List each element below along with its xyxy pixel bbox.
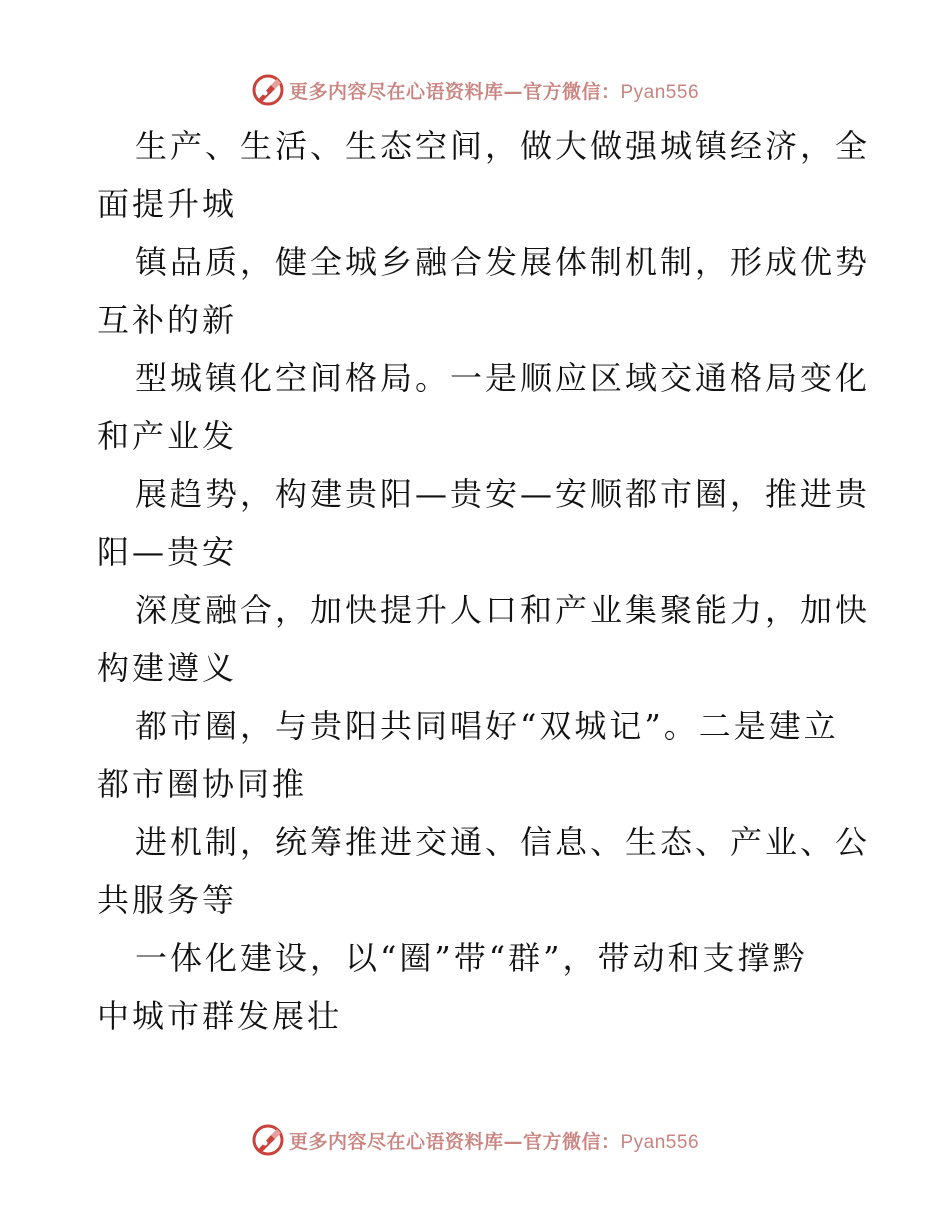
- paragraph: 深度融合，加快提升人口和产业集聚能力，加快 构建遵义: [97, 591, 871, 687]
- pen-logo-icon: [251, 1123, 285, 1157]
- paragraph: 展趋势，构建贵阳—贵安—安顺都市圈，推进贵 阳—贵安: [97, 475, 871, 571]
- paragraph: 一体化建设，以“圈”带“群”，带动和支撑黔 中城市群发展壮: [97, 939, 808, 1035]
- wechat-id: Pyan556: [620, 81, 700, 103]
- footer-banner-text: 更多内容尽在心语资料库—官方微信：Pyan556: [288, 1130, 700, 1153]
- header-banner-text: 更多内容尽在心语资料库—官方微信：Pyan556: [288, 80, 700, 103]
- header-banner: [0, 70, 950, 110]
- paragraph: 都市圈，与贵阳共同唱好“双城记”。二是建立 都市圈协同推: [97, 707, 839, 803]
- paragraph: 型城镇化空间格局。一是顺应区域交通格局变化 和产业发: [97, 359, 871, 455]
- paragraph: 进机制，统筹推进交通、信息、生态、产业、公 共服务等: [97, 823, 871, 919]
- paragraph: 镇品质，健全城乡融合发展体制机制，形成优势 互补的新: [97, 243, 871, 339]
- wechat-id: Pyan556: [620, 1131, 700, 1153]
- document-body: [97, 117, 871, 1045]
- paragraph: 生产、生活、生态空间，做大做强城镇经济，全 面提升城: [97, 127, 871, 223]
- footer-banner: [0, 1120, 950, 1160]
- pen-logo-icon: [251, 73, 285, 107]
